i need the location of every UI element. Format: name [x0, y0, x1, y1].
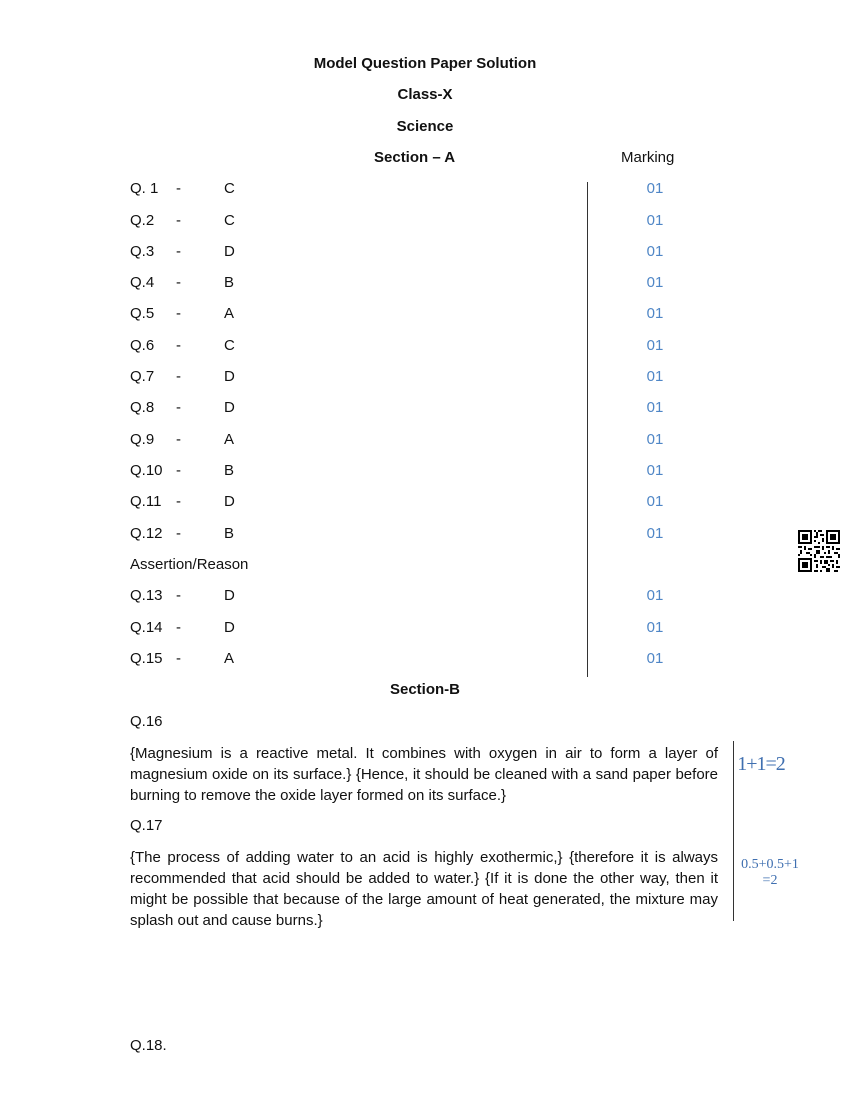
- subject-label: Science: [396, 118, 454, 135]
- answer-dash: -: [176, 525, 181, 542]
- mark-value: 01: [646, 493, 664, 510]
- question-number: Q.7: [130, 368, 155, 385]
- answer-option: B: [224, 525, 235, 542]
- question-number: Q.15: [130, 650, 163, 667]
- answer-option: D: [224, 399, 235, 416]
- answer-option: D: [224, 368, 235, 385]
- question-number: Q.9: [130, 431, 155, 448]
- q17-marking-line2: =2: [762, 873, 778, 888]
- question-number: Q.6: [130, 337, 155, 354]
- page-title: Model Question Paper Solution: [313, 55, 537, 72]
- answer-dash: -: [176, 587, 181, 604]
- assertion-reason-label: Assertion/Reason: [130, 556, 249, 573]
- question-number: Q.4: [130, 274, 155, 291]
- mark-value: 01: [646, 462, 664, 479]
- question-16-label: Q.16: [130, 713, 163, 730]
- answer-dash: -: [176, 399, 181, 416]
- question-number: Q.13: [130, 587, 163, 604]
- mark-value: 01: [646, 431, 664, 448]
- mark-value: 01: [646, 368, 664, 385]
- answer-divider-line: [587, 182, 588, 677]
- answer-dash: -: [176, 274, 181, 291]
- mark-value: 01: [646, 525, 664, 542]
- q16-marking: 1+1=2: [737, 753, 785, 775]
- answer-option: A: [224, 305, 235, 322]
- answer-option: D: [224, 587, 235, 604]
- answer-option: C: [224, 212, 235, 229]
- answer-option: A: [224, 431, 235, 448]
- answer-option: C: [224, 337, 235, 354]
- mark-value: 01: [646, 399, 664, 416]
- mark-value: 01: [646, 212, 664, 229]
- answer-option: B: [224, 462, 235, 479]
- question-number: Q.8: [130, 399, 155, 416]
- section-b-divider-line: [733, 741, 734, 921]
- answer-dash: -: [176, 212, 181, 229]
- question-16-answer: {Magnesium is a reactive metal. It combines with oxygen in air to form a layer of magnesium oxide on its surface.} {Hence, it should be cleaned with a sand paper before burning to remove the oxide layer formed on its surface.}: [130, 745, 718, 804]
- question-17-label: Q.17: [130, 817, 163, 834]
- qr-code-icon: [798, 530, 840, 572]
- question-number: Q.12: [130, 525, 163, 542]
- answer-dash: -: [176, 180, 181, 197]
- answer-dash: -: [176, 462, 181, 479]
- answer-dash: -: [176, 650, 181, 667]
- mark-value: 01: [646, 619, 664, 636]
- question-number: Q. 1: [130, 180, 159, 197]
- answer-option: D: [224, 619, 235, 636]
- mark-value: 01: [646, 180, 664, 197]
- answer-option: D: [224, 243, 235, 260]
- answer-option: D: [224, 493, 235, 510]
- marking-column-header: Marking: [621, 149, 675, 166]
- answer-dash: -: [176, 619, 181, 636]
- question-number: Q.2: [130, 212, 155, 229]
- mark-value: 01: [646, 337, 664, 354]
- question-number: Q.3: [130, 243, 155, 260]
- answer-dash: -: [176, 337, 181, 354]
- answer-option: A: [224, 650, 235, 667]
- answer-option: B: [224, 274, 235, 291]
- question-17-answer: {The process of adding water to an acid is highly exothermic,} {therefore it is always recommended that acid should be added to water.} {If it is done the other way, then it might be possible that because of the large amount of heat generated, the mixture may splash out and cause burns.}: [130, 849, 718, 929]
- q17-marking-line1: 0.5+0.5+1: [741, 857, 799, 872]
- mark-value: 01: [646, 274, 664, 291]
- answer-dash: -: [176, 305, 181, 322]
- section-b-title: Section-B: [389, 681, 460, 698]
- question-18-label: Q.18.: [130, 1037, 167, 1054]
- question-number: Q.5: [130, 305, 155, 322]
- answer-option: C: [224, 180, 235, 197]
- question-number: Q.11: [130, 493, 162, 510]
- mark-value: 01: [646, 650, 664, 667]
- answer-dash: -: [176, 243, 181, 260]
- mark-value: 01: [646, 587, 664, 604]
- section-a-title: Section – A: [374, 149, 456, 166]
- mark-value: 01: [646, 305, 664, 322]
- answer-dash: -: [176, 431, 181, 448]
- answer-dash: -: [176, 368, 181, 385]
- q17-marking: [736, 857, 804, 889]
- mark-value: 01: [646, 243, 664, 260]
- answer-dash: -: [176, 493, 181, 510]
- class-label: Class-X: [397, 86, 453, 103]
- question-number: Q.10: [130, 462, 163, 479]
- question-number: Q.14: [130, 619, 163, 636]
